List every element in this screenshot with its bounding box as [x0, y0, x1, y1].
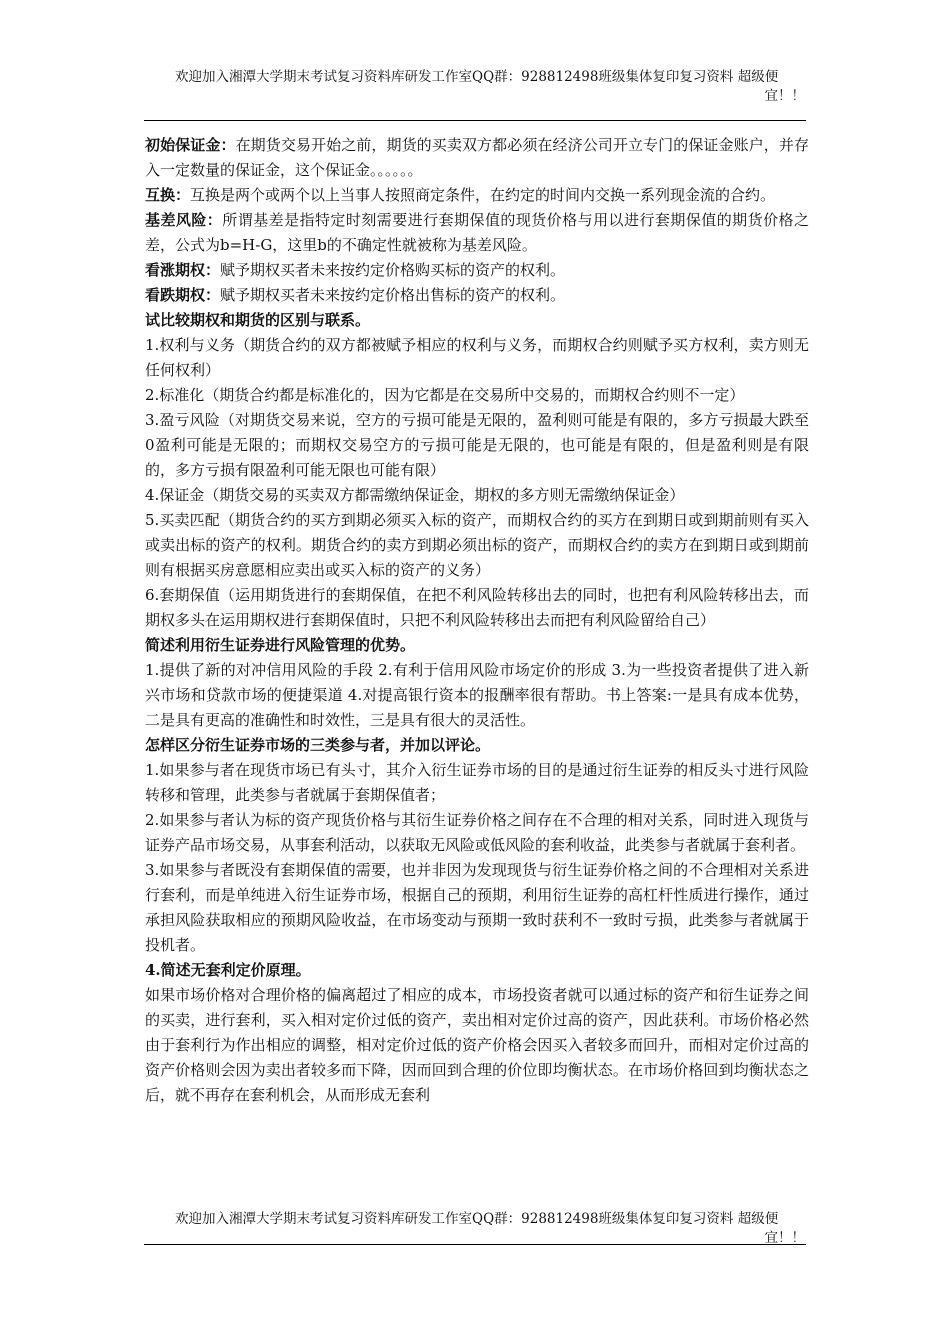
question-3-heading: 怎样区分衍生证券市场的三类参与者，并加以评论。 — [145, 736, 491, 754]
definition-term: 看涨期权： — [145, 261, 221, 279]
definition-text: 互换是两个或两个以上当事人按照商定条件，在约定的时间内交换一系列现金流的合约。 — [190, 186, 776, 204]
question-1-item-6: 6.套期保值（运用期货进行的套期保值，在把不利风险转移出去的同时，也把有利风险转移出去，而期权多头在运用期权进行套期保值时，只把不利风险转移出去而把有利风险留给自己） — [145, 586, 809, 629]
question-1-item-3: 3.盈亏风险（对期货交易来说，空方的亏损可能是无限的，盈利则可能是有限的，多方亏损最大跌至0盈利可能是无限的；而期权交易空方的亏损可能是无限的，也可能是有限的，但是盈利则是有限的，多方亏损有限盈利可能无限也可能有限） — [145, 411, 809, 479]
definition-text: 在期货交易开始之前，期货的买卖双方都必须在经济公司开立专门的保证金账户，并存入一定数量的保证金，这个保证金。。。。。。 — [145, 136, 809, 179]
definition-text: 赋予期权买者未来按约定价格购买标的资产的权利。 — [220, 261, 566, 279]
definition-term: 看跌期权： — [145, 286, 221, 304]
question-1-heading: 试比较期权和期货的区别与联系。 — [145, 311, 371, 329]
question-3-item-1: 1.如果参与者在现货市场已有头寸，其介入衍生证券市场的目的是通过衍生证券的相反头寸进行风险转移和管理，此类参与者就属于套期保值者； — [145, 761, 809, 804]
definition-text: 赋予期权买者未来按约定价格出售标的资产的权利。 — [220, 286, 566, 304]
question-1-item-1: 1.权利与义务（期货合约的双方都被赋予相应的权利与义务，而期权合约则赋予买方权利，卖方则无任何权利） — [145, 336, 809, 379]
question-3-item-3: 3.如果参与者既没有套期保值的需要，也并非因为发现现货与衍生证券价格之间的不合理相对关系进行套利，而是单纯进入衍生证券市场，根据自己的预期，利用衍生证券的高杠杆性质进行操作，通过承担风险获取相应的预期风险收益，在市场变动与预期一致时获利不一致时亏损，此类参与者就属于投机者。 — [145, 861, 809, 954]
header-line-2: 宜！！ — [764, 88, 805, 104]
definition-initial-margin — [145, 133, 809, 183]
footer-line-1: 欢迎加入湘潭大学期末考试复习资料库研发工作室QQ群：928812498班级集体复印复习资料 超级便 — [175, 1211, 779, 1227]
footer-line-2: 宜！！ — [764, 1230, 805, 1246]
question-4-answer: 如果市场价格对合理价格的偏离超过了相应的成本，市场投资者就可以通过标的资产和衍生证券之间的买卖，进行套利，买入相对定价过低的资产，卖出相对定价过高的资产，因此获利。市场价格必然由于套利行为作出相应的调整，相对定价过低的资产价格会因买入者较多而回升，而相对定价过高的资产价格则会因为卖出者较多而下降，因而回到合理的价位即均衡状态。在市场价格回到均衡状态之后，就不再存在套利机会，从而形成无套利 — [145, 986, 809, 1104]
question-2-heading: 简述利用衍生证券进行风险管理的优势。 — [145, 636, 416, 654]
definition-swap — [145, 183, 809, 208]
definition-call-option — [145, 258, 809, 283]
question-2-answer: 1.提供了新的对冲信用风险的手段 2.有利于信用风险市场定价的形成 3.为一些投资者提供了进入新兴市场和贷款市场的便捷渠道 4.对提高银行资本的报酬率很有帮助。书上答案:一是具有成本优势，二是具有更高的准确性和时效性，三是具有很大的灵活性。 — [145, 661, 809, 729]
page-header — [175, 68, 805, 106]
question-1-item-4: 4.保证金（期货交易的买卖双方都需缴纳保证金，期权的多方则无需缴纳保证金） — [145, 486, 685, 504]
footer-rule — [144, 1244, 806, 1245]
definition-put-option — [145, 283, 809, 308]
header-line-1: 欢迎加入湘潭大学期末考试复习资料库研发工作室QQ群：928812498班级集体复印复习资料 超级便 — [175, 69, 779, 85]
definition-term: 互换： — [145, 186, 191, 204]
question-1-item-2: 2.标准化（期货合约都是标准化的，因为它都是在交易所中交易的，而期权合约则不一定） — [145, 386, 745, 404]
question-3-item-2: 2.如果参与者认为标的资产现货价格与其衍生证券价格之间存在不合理的相对关系，同时进入现货与证券产品市场交易，从事套利活动，以获取无风险或低风险的套利收益，此类参与者就属于套利者。 — [145, 811, 809, 854]
page-footer — [175, 1210, 805, 1248]
question-1-item-5: 5.买卖匹配（期货合约的买方到期必须买入标的资产，而期权合约的买方在到期日或到期前则有买入或卖出标的资产的权利。期货合约的卖方到期必须出标的资产，而期权合约的卖方在到期日或到期前则有根据买房意愿相应卖出或买入标的资产的义务） — [145, 511, 809, 579]
document-body — [145, 133, 809, 1108]
definition-term: 初始保证金： — [145, 136, 236, 154]
definition-term: 基差风险： — [145, 211, 223, 229]
question-4-heading: 4.简述无套利定价原理。 — [145, 961, 311, 979]
definition-text: 所谓基差是指特定时刻需要进行套期保值的现货价格与用以进行套期保值的期货价格之差，公式为b=H-G，这里b的不确定性就被称为基差风险。 — [145, 211, 809, 254]
definition-basis-risk — [145, 208, 809, 258]
header-rule — [144, 120, 806, 121]
